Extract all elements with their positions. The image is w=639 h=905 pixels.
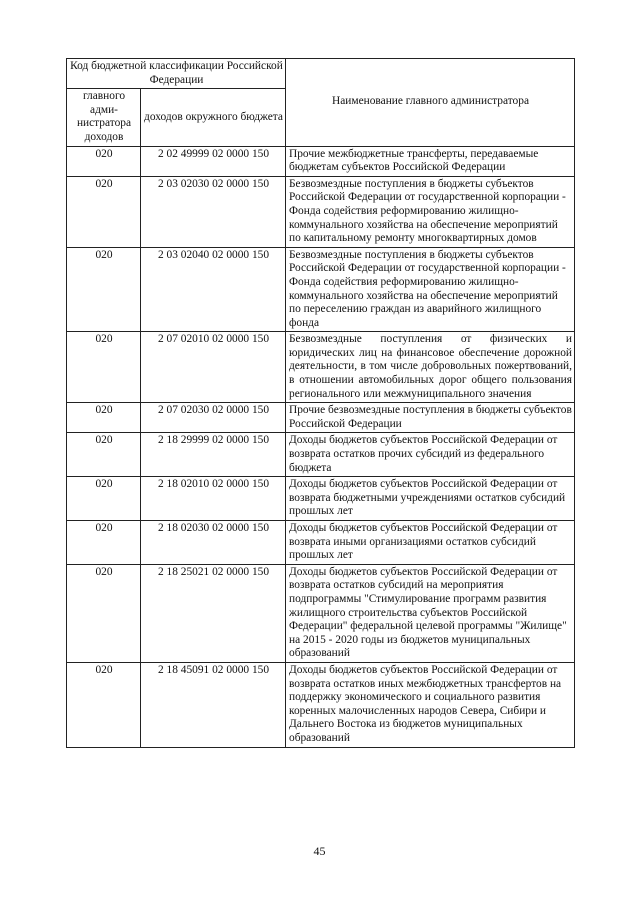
admin-name-cell: Прочие безвозмездные поступления в бюджеты субъектов Российской Федерации xyxy=(286,403,575,433)
header-classification-code: Код бюджетной классификации Российской Федерации xyxy=(67,59,286,89)
table-row xyxy=(67,662,575,747)
admin-name-cell: Доходы бюджетов субъектов Российской Федерации от возврата остатков прочих субсидий из федерального бюджета xyxy=(286,433,575,477)
admin-name-cell: Доходы бюджетов субъектов Российской Федерации от возврата бюджетными учреждениями остатков субсидий прошлых лет xyxy=(286,477,575,521)
budget-classification-table xyxy=(66,58,575,748)
revenue-code-cell: 2 18 25021 02 0000 150 xyxy=(141,564,286,662)
admin-name-cell: Доходы бюджетов субъектов Российской Федерации от возврата иными организациями остатков субсидий прошлых лет xyxy=(286,521,575,565)
admin-code-cell: 020 xyxy=(67,176,141,247)
admin-name-cell: Доходы бюджетов субъектов Российской Федерации от возврата остатков субсидий на мероприятия подпрограммы "Стимулирование программ развития жилищного строительства субъектов Российской Федерации" федеральной целевой программы "Жилище" на 2015 - 2020 годы из бюджетов муниципальных образований xyxy=(286,564,575,662)
table-body xyxy=(67,146,575,747)
table-row xyxy=(67,433,575,477)
table-row xyxy=(67,247,575,332)
revenue-code-cell: 2 18 02030 02 0000 150 xyxy=(141,521,286,565)
admin-code-cell: 020 xyxy=(67,146,141,176)
header-main-admin: главного адми-нистратора доходов xyxy=(67,89,141,146)
admin-code-cell: 020 xyxy=(67,433,141,477)
table-row xyxy=(67,521,575,565)
table-row xyxy=(67,403,575,433)
admin-name-cell: Безвозмездные поступления от физических и юридических лиц на финансовое обеспечение дорожной деятельности, в том числе добровольных пожертвований, в отношении автомобильных дорог общего пользования регионального или межмуниципального значения xyxy=(286,332,575,403)
header-admin-name: Наименование главного администратора xyxy=(286,59,575,147)
admin-code-cell: 020 xyxy=(67,332,141,403)
revenue-code-cell: 2 18 29999 02 0000 150 xyxy=(141,433,286,477)
table-row xyxy=(67,332,575,403)
header-revenue-code: доходов окружного бюджета xyxy=(141,89,286,146)
admin-code-cell: 020 xyxy=(67,477,141,521)
revenue-code-cell: 2 03 02040 02 0000 150 xyxy=(141,247,286,332)
revenue-code-cell: 2 18 45091 02 0000 150 xyxy=(141,662,286,747)
revenue-code-cell: 2 07 02010 02 0000 150 xyxy=(141,332,286,403)
admin-name-cell: Доходы бюджетов субъектов Российской Федерации от возврата остатков иных межбюджетных трансфертов на поддержку экономического и социального развития коренных малочисленных народов Севера, Сибири и Дальнего Востока из бюджетов муниципальных образований xyxy=(286,662,575,747)
admin-code-cell: 020 xyxy=(67,521,141,565)
page-number: 45 xyxy=(313,844,326,858)
table-row xyxy=(67,176,575,247)
admin-code-cell: 020 xyxy=(67,662,141,747)
table-row xyxy=(67,146,575,176)
revenue-code-cell: 2 18 02010 02 0000 150 xyxy=(141,477,286,521)
revenue-code-cell: 2 07 02030 02 0000 150 xyxy=(141,403,286,433)
admin-code-cell: 020 xyxy=(67,564,141,662)
admin-code-cell: 020 xyxy=(67,403,141,433)
revenue-code-cell: 2 03 02030 02 0000 150 xyxy=(141,176,286,247)
table-row xyxy=(67,477,575,521)
admin-code-cell: 020 xyxy=(67,247,141,332)
table-row xyxy=(67,564,575,662)
admin-name-cell: Безвозмездные поступления в бюджеты субъектов Российской Федерации от государственной корпорации - Фонда содействия реформированию жилищно-коммунального хозяйства на обеспечение мероприятий по капитальному ремонту многоквартирных домов xyxy=(286,176,575,247)
admin-name-cell: Прочие межбюджетные трансферты, передаваемые бюджетам субъектов Российской Федерации xyxy=(286,146,575,176)
revenue-code-cell: 2 02 49999 02 0000 150 xyxy=(141,146,286,176)
admin-name-cell: Безвозмездные поступления в бюджеты субъектов Российской Федерации от государственной корпорации - Фонда содействия реформированию жилищно-коммунального хозяйства на обеспечение мероприятий по переселению граждан из аварийного жилищного фонда xyxy=(286,247,575,332)
